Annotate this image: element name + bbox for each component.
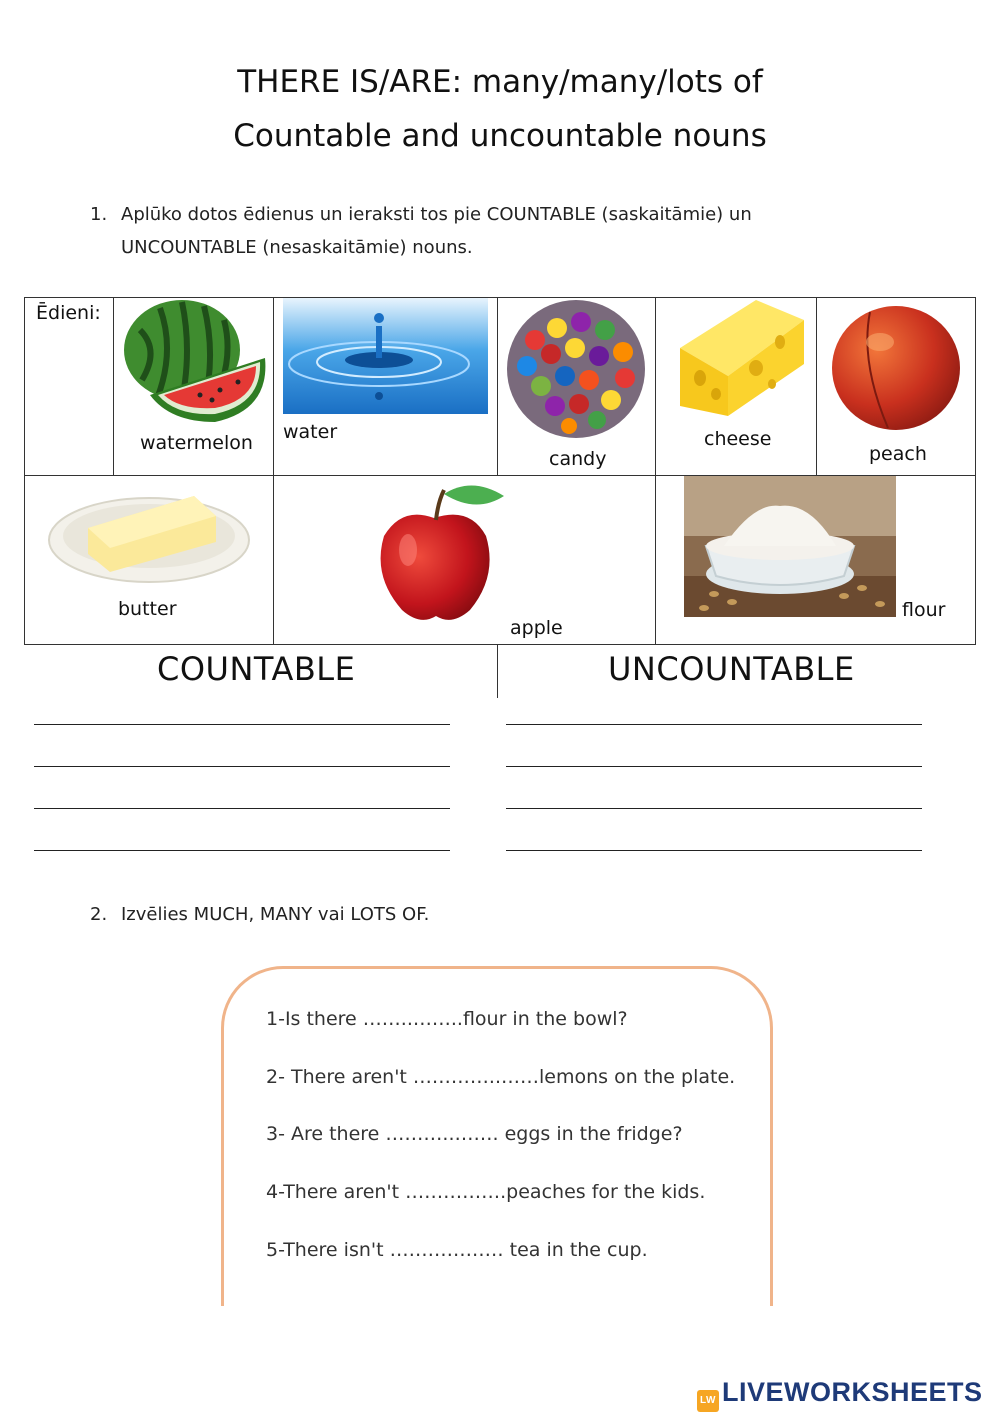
exercise-sentence: 2- There aren't …………..……lemons on the plate. (266, 1066, 736, 1088)
item-apple: apple (510, 617, 563, 639)
apple-image (372, 480, 512, 626)
countable-heading: COUNTABLE (157, 650, 356, 688)
item-water: water (283, 421, 338, 443)
uncountable-blank-line[interactable] (506, 808, 922, 809)
countable-blank-line[interactable] (34, 724, 450, 725)
item-watermelon: watermelon (140, 432, 253, 454)
item-flour: flour (902, 599, 946, 621)
exercise-sentence: 1-Is there ……..……..flour in the bowl? (266, 1008, 628, 1030)
task1-line2: UNCOUNTABLE (nesaskaitāmie) nouns. (121, 237, 473, 258)
watermelon-image (120, 300, 270, 425)
countable-blank-line[interactable] (34, 850, 450, 851)
page-subtitle: Countable and uncountable nouns (233, 118, 767, 154)
countable-blank-line[interactable] (34, 808, 450, 809)
logo-text: LIVEWORKSHEETS (722, 1377, 983, 1407)
flour-image (684, 476, 896, 617)
item-candy: candy (549, 448, 607, 470)
water-image (283, 298, 488, 414)
logo-badge-icon: LW (697, 1390, 719, 1412)
page-title: THERE IS/ARE: many/many/lots of (237, 64, 763, 100)
exercise-sentence: 4-There aren't …………….peaches for the kids. (266, 1181, 706, 1203)
uncountable-blank-line[interactable] (506, 850, 922, 851)
butter-image (46, 478, 252, 590)
table-header: Ēdieni: (36, 302, 101, 324)
candy-image (505, 300, 647, 438)
task1-number: 1. (90, 204, 108, 225)
exercise-sentence: 3- Are there ………..……. eggs in the fridge? (266, 1123, 683, 1145)
liveworksheets-logo (697, 1377, 983, 1412)
exercise-sentence: 5-There isn't ……………… tea in the cup. (266, 1239, 648, 1261)
uncountable-blank-line[interactable] (506, 724, 922, 725)
uncountable-blank-line[interactable] (506, 766, 922, 767)
item-butter: butter (118, 598, 177, 620)
item-cheese: cheese (704, 428, 772, 450)
task2-number: 2. (90, 904, 108, 925)
item-peach: peach (869, 443, 927, 465)
peach-image (830, 302, 962, 432)
task1-line1: Aplūko dotos ēdienus un ieraksti tos pie COUNTABLE (saskaitāmie) un (121, 204, 752, 225)
cheese-image (676, 298, 806, 416)
countable-blank-line[interactable] (34, 766, 450, 767)
uncountable-heading: UNCOUNTABLE (608, 650, 855, 688)
task2-text: Izvēlies MUCH, MANY vai LOTS OF. (121, 904, 430, 925)
